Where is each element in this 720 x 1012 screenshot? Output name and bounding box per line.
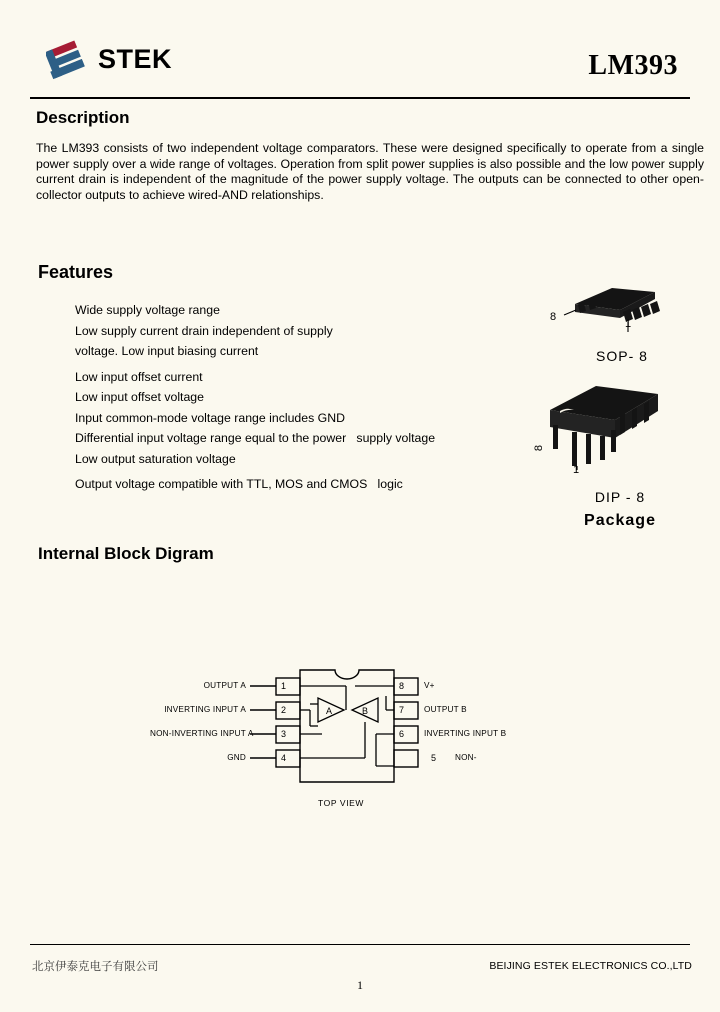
page-number: 1	[357, 978, 363, 992]
sop8-package-icon	[520, 282, 710, 334]
pin-number-8: 8	[399, 681, 405, 691]
pin-number-4: 4	[281, 753, 287, 763]
feature-item: Output voltage compatible with TTL, MOS and CMOS logic	[75, 477, 403, 491]
pin-label-gnd: GND	[227, 753, 246, 762]
dip8-pin-8-label: 8	[533, 444, 546, 452]
pin-label-non-inverting-input-a: NON-INVERTING INPUT A	[150, 729, 254, 738]
pin-number-6: 6	[399, 729, 405, 739]
footer-company-chinese: 北京伊泰克电子有限公司	[32, 959, 159, 973]
company-logo	[46, 38, 196, 88]
pinout-diagram	[150, 660, 570, 820]
pin-label-output-b: OUTPUT B	[424, 705, 467, 714]
dip8-package-block	[520, 380, 710, 530]
header-divider	[30, 97, 690, 99]
part-number-title: LM393	[588, 50, 678, 81]
sop8-pin-8-label: 8	[550, 311, 557, 323]
pin-label-output-a: OUTPUT A	[203, 681, 246, 690]
block-diagram-heading: Internal Block Digram	[38, 544, 214, 563]
feature-item: Input common-mode voltage range includes GND	[75, 410, 345, 425]
feature-item: voltage. Low input biasing current	[75, 344, 259, 358]
top-view-label: TOP VIEW	[318, 798, 365, 808]
sop8-package-block	[520, 282, 710, 364]
comparator-a-label: A	[326, 706, 333, 716]
pin-label-vplus: V+	[424, 681, 435, 690]
features-list	[75, 300, 505, 495]
feature-item: Differential input voltage range equal to the power supply voltage	[75, 431, 436, 445]
page-header	[30, 32, 690, 94]
pin-number-5: 5	[431, 753, 437, 763]
pin-number-3: 3	[281, 729, 287, 739]
feature-item: Low supply current drain independent of supply	[75, 323, 333, 338]
feature-item: Low input offset voltage	[75, 390, 204, 404]
description-body: The LM393 consists of two independent voltage comparators. These were designed specifically to operate from a single power supply over a wide range of voltages. Operation from split power supplies is also possible and the low power supply current drain is independent of the magnitude of the power supply voltage. The outputs can be connected to other open-collector outputs to achieve wired-AND relationships.	[36, 141, 704, 202]
pin-number-1: 1	[281, 681, 287, 691]
dip8-caption: DIP - 8	[594, 489, 646, 505]
pin-label-inverting-input-a: INVERTING INPUT A	[164, 705, 246, 714]
estek-e-logo-icon	[46, 40, 92, 84]
pin-number-2: 2	[281, 705, 287, 715]
package-illustrations	[520, 282, 710, 530]
description-heading: Description	[36, 108, 130, 127]
feature-item: Low input offset current	[75, 369, 203, 384]
dip8-package-icon	[520, 380, 710, 476]
pin-label-non-inverting-input-b: NON-	[455, 753, 477, 762]
dip8-pin-1-label: 1	[573, 464, 580, 476]
sop8-caption: SOP- 8	[596, 348, 648, 364]
feature-item: Low output saturation voltage	[75, 451, 236, 466]
dip8-package-drawing	[520, 380, 710, 476]
footer-company-english: BEIJING ESTEK ELECTRONICS CO.,LTD	[489, 960, 692, 972]
package-group-label: Package	[584, 512, 656, 529]
pin-label-inverting-input-b: INVERTING INPUT B	[424, 729, 507, 738]
footer-divider	[30, 944, 690, 945]
feature-item: Wide supply voltage range	[75, 303, 220, 317]
features-heading: Features	[38, 262, 114, 282]
comparator-b-label: B	[362, 706, 369, 716]
sop8-package-drawing	[520, 282, 710, 334]
sop8-pin-1-label: 1	[625, 318, 632, 330]
pin-number-7: 7	[399, 705, 405, 715]
logo-wordmark: STEK	[98, 44, 173, 74]
